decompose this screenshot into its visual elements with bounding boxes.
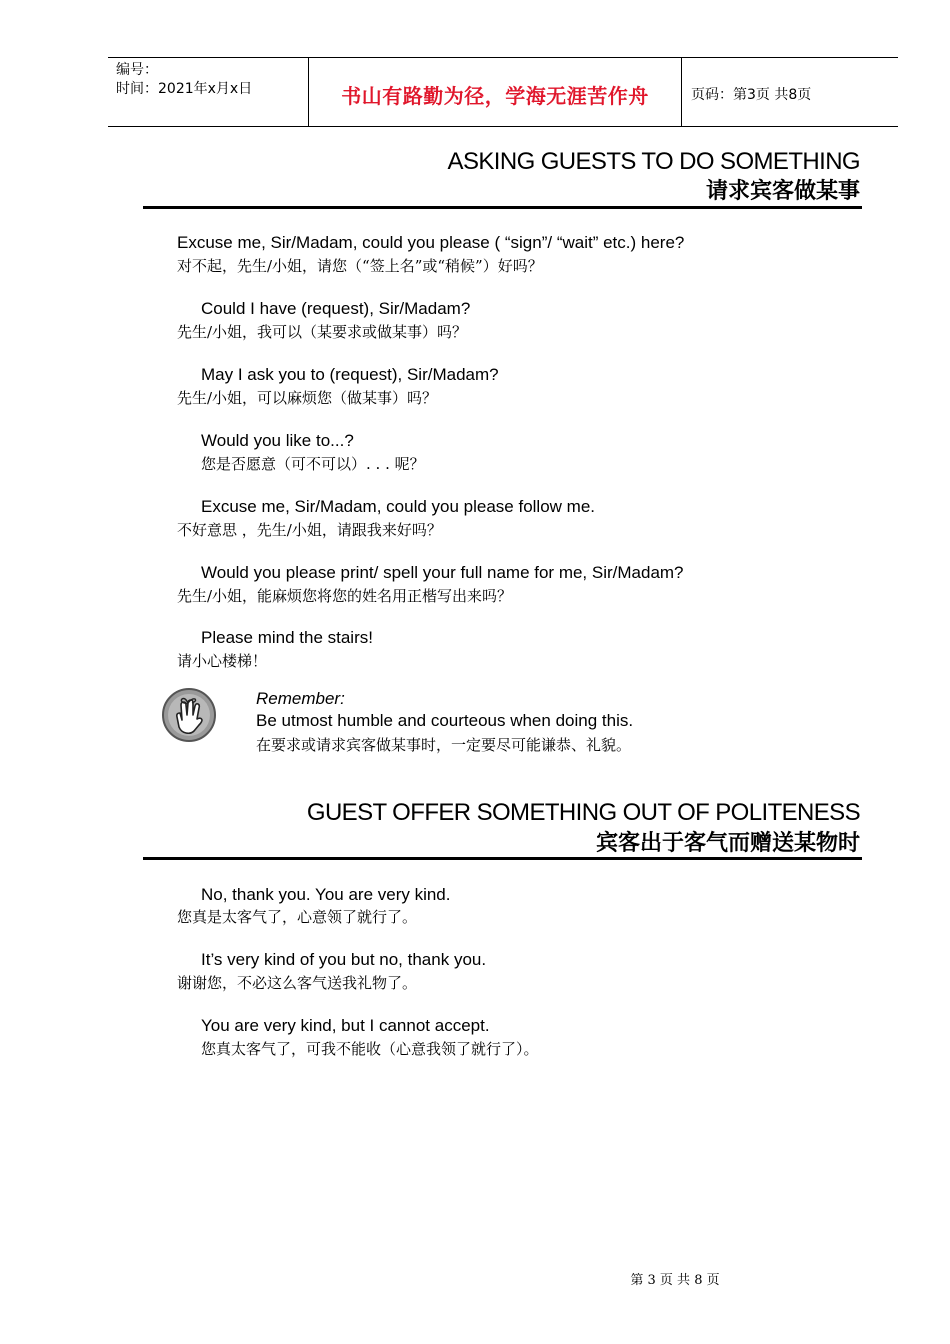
phrase-zh: 先生/小姐，能麻烦您将您的姓名用正楷写出来吗？: [177, 587, 513, 605]
remember-title: Remember:: [256, 689, 345, 708]
phrase-en: Excuse me, Sir/Madam, could you please follow me.: [201, 497, 596, 516]
section-title-en: GUEST OFFER SOMETHING OUT OF POLITENESS: [306, 799, 860, 826]
page-footer: 第 3 页 共 8 页: [630, 1273, 720, 1288]
phrase-en: You are very kind, but I cannot accept.: [201, 1016, 490, 1035]
section-title-en: ASKING GUESTS TO DO SOMETHING: [447, 148, 860, 175]
phrase-zh: 先生/小姐，可以麻烦您（做某事）吗？: [177, 389, 438, 407]
document-header: [108, 57, 898, 127]
section-title-zh: 请求宾客做某事: [705, 179, 860, 204]
phrase-zh: 谢谢您，不必这么客气送我礼物了。: [177, 974, 418, 992]
phrase-zh: 对不起，先生/小姐，请您（“签上名”或“稍候”）好吗？: [177, 257, 543, 275]
phrase-en: Excuse me, Sir/Madam, could you please ( “sign”/ “wait” etc.) here?: [177, 233, 685, 252]
phrase-en: Would you please print/ spell your full name for me, Sir/Madam?: [201, 563, 684, 582]
phrase-en: It’s very kind of you but no, thank you.: [201, 950, 487, 969]
phrase-en: Would you like to...?: [201, 431, 354, 450]
phrase-zh: 您是否愿意（可不可以）. . . 呢？: [201, 455, 425, 473]
section-divider: [143, 206, 862, 209]
phrase-en: May I ask you to (request), Sir/Madam?: [201, 365, 499, 384]
phrase-en: No, thank you. You are very kind.: [201, 885, 451, 904]
phrase-en: Could I have (request), Sir/Madam?: [201, 299, 471, 318]
header-page-cell: [681, 58, 898, 126]
document-date: 时间：2021年x月x日: [116, 81, 253, 97]
header-meta-cell: [108, 58, 308, 126]
section-title-zh: 宾客出于客气而赠送某物时: [595, 831, 860, 856]
finger-ribbon-icon: [161, 687, 217, 743]
phrase-zh: 您真是太客气了，心意领了就行了。: [177, 908, 418, 926]
phrase-zh: 先生/小姐，我可以（某要求或做某事）吗？: [177, 323, 468, 341]
page-code: 页码：第3页 共8页: [691, 87, 812, 103]
header-motto-cell: [308, 58, 682, 126]
motto: 书山有路勤为径，学海无涯苦作舟: [341, 84, 649, 108]
remember-text-en: Be utmost humble and courteous when doing this.: [256, 711, 634, 730]
phrase-en: Please mind the stairs!: [201, 628, 373, 647]
phrase-zh: 不好意思 ，先生/小姐，请跟我来好吗？: [177, 521, 442, 539]
remember-text-zh: 在要求或请求宾客做某事时，一定要尽可能谦恭、礼貌。: [256, 736, 632, 754]
document-number-label: 编号：: [116, 62, 158, 78]
phrase-zh: 您真太客气了，可我不能收（心意我领了就行了）。: [201, 1040, 539, 1058]
section-divider: [143, 857, 862, 860]
phrase-zh: 请小心楼梯！: [177, 652, 268, 670]
